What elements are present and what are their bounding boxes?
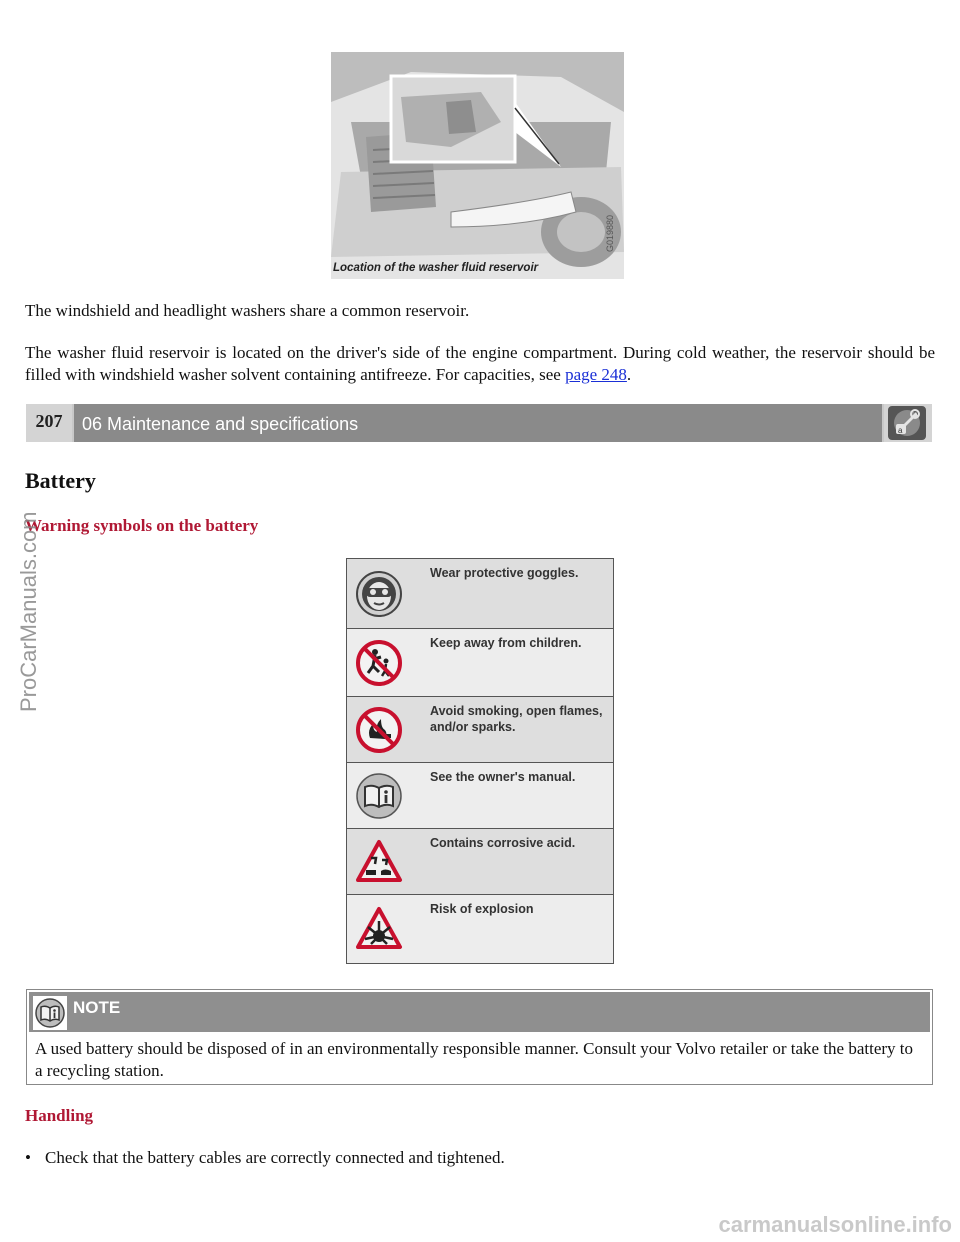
battery-warning-symbols-table: [346, 558, 614, 964]
intro-paragraph-2-end: .: [626, 365, 632, 384]
warning-row-children: [347, 629, 613, 697]
goggles-icon: [355, 570, 403, 618]
note-text: A used battery should be disposed of in an environmentally responsible manner. Consult your Volvo retailer or take the battery to a recycling station.: [35, 1039, 913, 1080]
manual-icon: [355, 772, 403, 820]
explosion-icon: [355, 905, 403, 953]
warning-row-explosion: [347, 895, 613, 963]
intro-paragraph-2-text: The washer fluid reservoir is located on the driver's side of the engine compartment. During cold weather, the reservoir should be filled with windshield washer solvent containing antifreeze. For capacities, see: [25, 343, 935, 384]
svg-text:G019880: G019880: [605, 214, 615, 252]
warning-text: Avoid smoking, open flames, and/or sparks.: [430, 704, 603, 734]
warning-row-no-flames: [347, 697, 613, 763]
warning-text: Contains corrosive acid.: [430, 836, 576, 850]
note-box: [26, 989, 933, 1085]
warning-text: Wear protective goggles.: [430, 566, 579, 580]
subheading-handling: Handling: [25, 1106, 94, 1125]
section-title: 06 Maintenance and specifications: [74, 404, 882, 442]
watermark-bottom: carmanualsonline.info: [718, 1212, 952, 1237]
subheading-warning-symbols: Warning symbols on the battery: [25, 516, 259, 535]
warning-row-manual: [347, 763, 613, 829]
svg-text:a: a: [898, 426, 903, 435]
warning-text: See the owner's manual.: [430, 770, 576, 784]
figure-caption: Location of the washer fluid reservoir: [333, 262, 539, 274]
note-header: [29, 992, 930, 1032]
section-header-bar: [26, 404, 932, 442]
page-number: 207: [26, 404, 72, 442]
warning-row-corrosive: [347, 829, 613, 895]
page-248-link[interactable]: page 248: [565, 365, 627, 384]
no-children-icon: [355, 639, 403, 687]
info-icon: [33, 996, 67, 1030]
bullet-dot: •: [25, 1148, 31, 1167]
no-flames-icon: [355, 706, 403, 754]
list-item-text: Check that the battery cables are correctly connected and tightened.: [45, 1148, 505, 1167]
watermark-left: ProCarManuals.com: [16, 511, 41, 712]
warning-text: Risk of explosion: [430, 902, 534, 916]
warning-row-goggles: [347, 559, 613, 629]
washer-reservoir-figure: [331, 52, 624, 279]
note-label: NOTE: [73, 998, 121, 1017]
wrench-icon: [884, 404, 932, 442]
section-heading-battery: Battery: [25, 468, 96, 493]
warning-text: Keep away from children.: [430, 636, 582, 650]
corrosive-icon: [355, 838, 403, 886]
intro-paragraph-1: The windshield and headlight washers share a common reservoir.: [25, 301, 470, 320]
engine-bay-illustration: [331, 52, 624, 279]
intro-paragraph-2: [25, 342, 935, 386]
